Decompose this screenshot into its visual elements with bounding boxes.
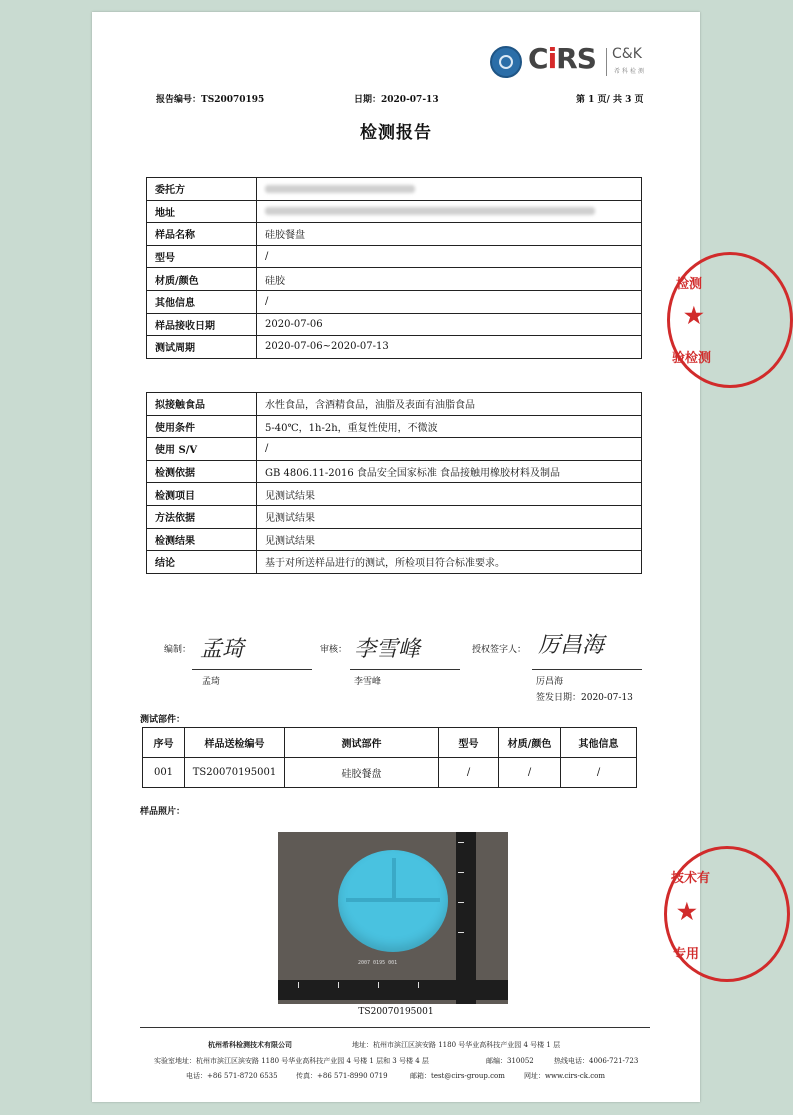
editor-name: 孟琦 [202, 677, 221, 687]
approver-label: 授权签字人： [472, 645, 527, 655]
approver-sign-line [532, 669, 642, 670]
editor-signature: 孟琦 [200, 637, 245, 662]
reviewer-signature: 李雪峰 [354, 637, 421, 662]
table-row: 型号 / [147, 245, 642, 268]
editor-sign-line [192, 669, 312, 670]
table-row: 样品名称 硅胶餐盘 [147, 223, 642, 246]
parts-section-label: 测试部件： [140, 715, 186, 725]
table-header-row: 序号 样品送检编号 测试部件 型号 材质/颜色 其他信息 [143, 728, 637, 758]
reviewer-name: 李雪峰 [354, 677, 382, 687]
footer-address: 地址：杭州市滨江区滨安路 1180 号华业高科技产业园 4 号楼 1 层 [352, 1041, 561, 1049]
report-page [92, 12, 712, 1102]
footer-divider [140, 1027, 650, 1028]
sample-tag: 2007 0195 001 [358, 960, 398, 966]
reviewer-sign-line [350, 669, 460, 670]
footer-fax: 传真：+86 571-8990 0719 [296, 1072, 388, 1080]
redacted-address [265, 207, 595, 215]
cirs-logo: CiRS [528, 42, 596, 75]
report-number: 报告编号：TS20070195 [156, 95, 265, 105]
table-row: 委托方 [147, 178, 642, 201]
star-icon: ★ [684, 303, 704, 329]
parts-table [142, 727, 637, 788]
footer-web: 网址：www.cirs-ck.com [524, 1072, 605, 1080]
table-row: 材质/颜色 硅胶 [147, 268, 642, 291]
table-row: 拟接触食品 水性食品，含酒精食品，油脂及表面有油脂食品 [147, 393, 642, 416]
table-row: 检测依据 GB 4806.11-2016 食品安全国家标准 食品接触用橡胶材料及制品 [147, 460, 642, 483]
table-row: 其他信息 / [147, 290, 642, 313]
silicone-plate [338, 850, 448, 952]
footer-postcode: 邮编：310052 [486, 1057, 534, 1065]
cirs-emblem-icon [490, 46, 522, 78]
ck-logo-subtitle: 希科检测 [614, 68, 647, 75]
table-row: 检测结果 见测试结果 [147, 528, 642, 551]
report-date: 日期：2020-07-13 [354, 95, 439, 105]
footer-lab-address: 实验室地址：杭州市滨江区滨安路 1180 号华业高科技产业园 4 号楼 1 层和 3 号楼 4 层 [154, 1057, 429, 1065]
table-row: 测试周期 2020-07-06~2020-07-13 [147, 336, 642, 359]
official-stamp-bottom: 技术有 ★ 专用 [664, 846, 790, 982]
reviewer-label: 审核： [320, 645, 348, 655]
approver-signature: 厉昌海 [538, 633, 605, 658]
editor-label: 编制： [164, 645, 192, 655]
table-row: 001 TS20070195001 硅胶餐盘 / / / [143, 758, 637, 788]
photo-section-label: 样品照片： [140, 807, 186, 817]
page-title: 检测报告 [360, 123, 432, 143]
table-row: 方法依据 见测试结果 [147, 505, 642, 528]
table-row: 样品接收日期 2020-07-06 [147, 313, 642, 336]
ruler-vertical [456, 832, 476, 1004]
page-info: 第 1 页/ 共 3 页 [576, 95, 644, 105]
table-row: 使用 S/V / [147, 438, 642, 461]
approver-name: 厉昌海 [536, 677, 564, 687]
star-icon: ★ [677, 899, 697, 925]
official-stamp-top: 检测 ★ 验检测 [667, 252, 793, 388]
table-row: 结论 基于对所送样品进行的测试，所检项目符合标准要求。 [147, 551, 642, 574]
footer-hotline: 热线电话：4006-721-723 [554, 1057, 639, 1065]
logo-divider [606, 48, 607, 76]
test-info-table [146, 392, 642, 574]
sample-info-table [146, 177, 642, 359]
table-row: 使用条件 5-40℃，1h-2h，重复性使用，不微波 [147, 415, 642, 438]
redacted-client [265, 185, 415, 193]
sample-photo [278, 832, 508, 1004]
ruler-horizontal [278, 980, 508, 1000]
footer-company: 杭州希科检测技术有限公司 [208, 1040, 292, 1049]
photo-caption: TS20070195001 [358, 1007, 434, 1017]
issue-date: 签发日期：2020-07-13 [536, 693, 633, 703]
ck-logo: C&K [612, 46, 642, 62]
table-row: 地址 [147, 200, 642, 223]
footer-email: 邮箱：test@cirs-group.com [410, 1072, 505, 1080]
table-row: 检测项目 见测试结果 [147, 483, 642, 506]
footer-tel: 电话：+86 571-8720 6535 [186, 1072, 278, 1080]
